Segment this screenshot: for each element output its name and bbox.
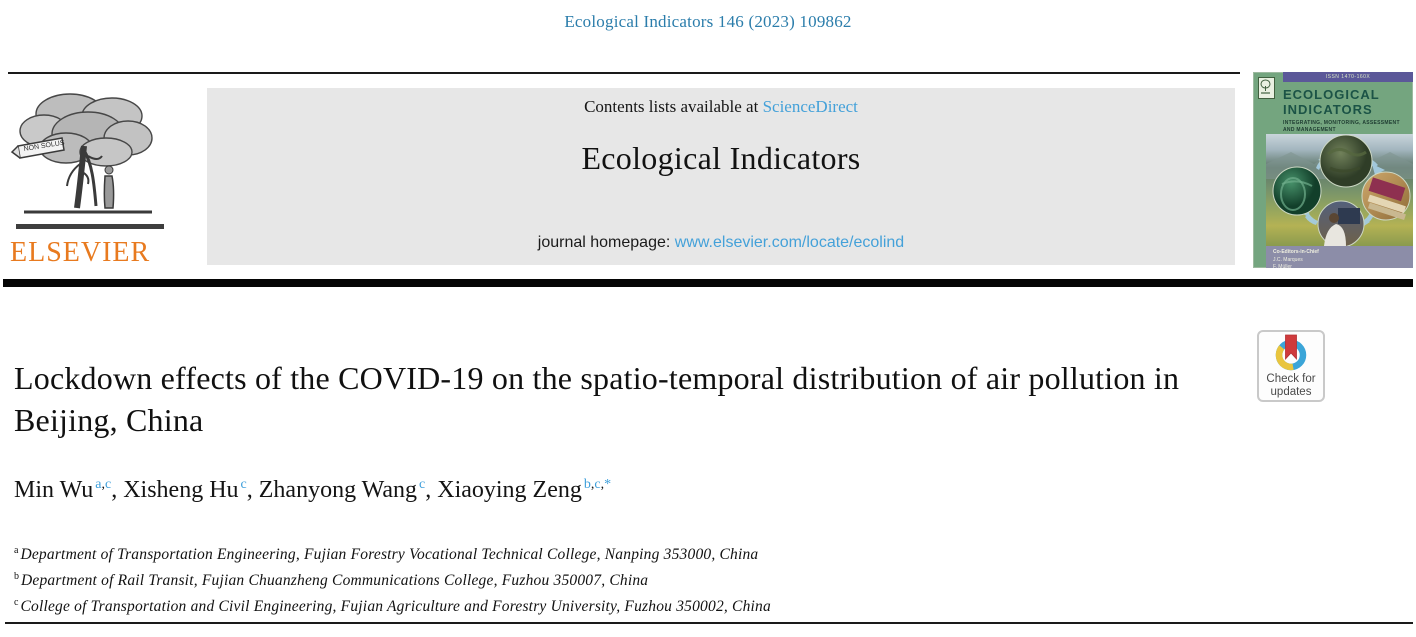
elsevier-tree-icon [10, 86, 166, 236]
svg-text:NON SOLUS: NON SOLUS [23, 139, 66, 153]
author-name: Xiaoying Zeng [437, 477, 582, 503]
check-updates-badge[interactable] [1257, 330, 1325, 402]
journal-homepage-link[interactable]: www.elsevier.com/locate/ecolind [674, 234, 905, 251]
journal-cover [1253, 72, 1413, 268]
check-updates-label: Check for updates [1266, 373, 1316, 399]
cover-editors: Co-Editors-in-Chief J.C. Marques F. Müller [1266, 246, 1413, 268]
author-name: Zhanyong Wang [258, 477, 418, 503]
author-list: Min Wu $^{a,c}$, Xisheng Hu $^c$, Zhanyong Wang $^c$, Xiaoying Zeng $^{b,c,*}$ [14, 477, 612, 503]
author-affiliation-sup: b,c,* [583, 477, 612, 492]
elsevier-logo [10, 86, 166, 268]
contents-prefix: Contents lists available at [584, 97, 763, 116]
check-updates-icon [1269, 333, 1313, 375]
masthead-divider [3, 279, 1413, 287]
top-rule [8, 72, 1240, 74]
cover-elsevier-mark-icon [1258, 77, 1275, 99]
journal-citation: Ecological Indicators 146 (2023) 109862 [564, 12, 852, 31]
author-name: Xisheng Hu [123, 477, 239, 503]
elsevier-wordmark: ELSEVIER [10, 237, 151, 268]
homepage-prefix: journal homepage: [537, 234, 675, 251]
homepage-line [207, 234, 1235, 252]
author-affiliation-sup: c [419, 477, 426, 492]
article-title: Lockdown effects of the COVID-19 on the spatio-temporal distribution of air pollution in Beijing, China [14, 360, 1180, 438]
contents-line [207, 97, 1235, 117]
bottom-rule [5, 622, 1413, 624]
affiliation: $^c$ College of Transportation and Civil Engineering, Fujian Agriculture and Forestry University, Fuzhou 350002, China [14, 597, 771, 616]
affiliation: $^a$ Department of Transportation Engineering, Fujian Forestry Vocational Technical College, Nanping 353000, China [14, 545, 759, 564]
journal-title: Ecological Indicators [581, 140, 861, 176]
author-affiliation-sup: a,c [95, 477, 112, 492]
affiliation-list [14, 540, 771, 618]
masthead-box [207, 88, 1235, 265]
cover-photo-collage [1266, 134, 1413, 246]
author-name: Min Wu [14, 477, 94, 503]
author-affiliation-sup: c [240, 477, 247, 492]
cover-title: ECOLOGICAL INDICATORS [1283, 87, 1380, 117]
cover-issn: ISSN 1470-160X [1283, 72, 1413, 82]
sciencedirect-link[interactable]: ScienceDirect [762, 97, 858, 116]
affiliation: $^b$ Department of Rail Transit, Fujian Chuanzheng Communications College, Fuzhou 350007, China [14, 571, 649, 590]
cover-subtitle: INTEGRATING, MONITORING, ASSESSMENT AND MANAGEMENT [1283, 120, 1400, 133]
